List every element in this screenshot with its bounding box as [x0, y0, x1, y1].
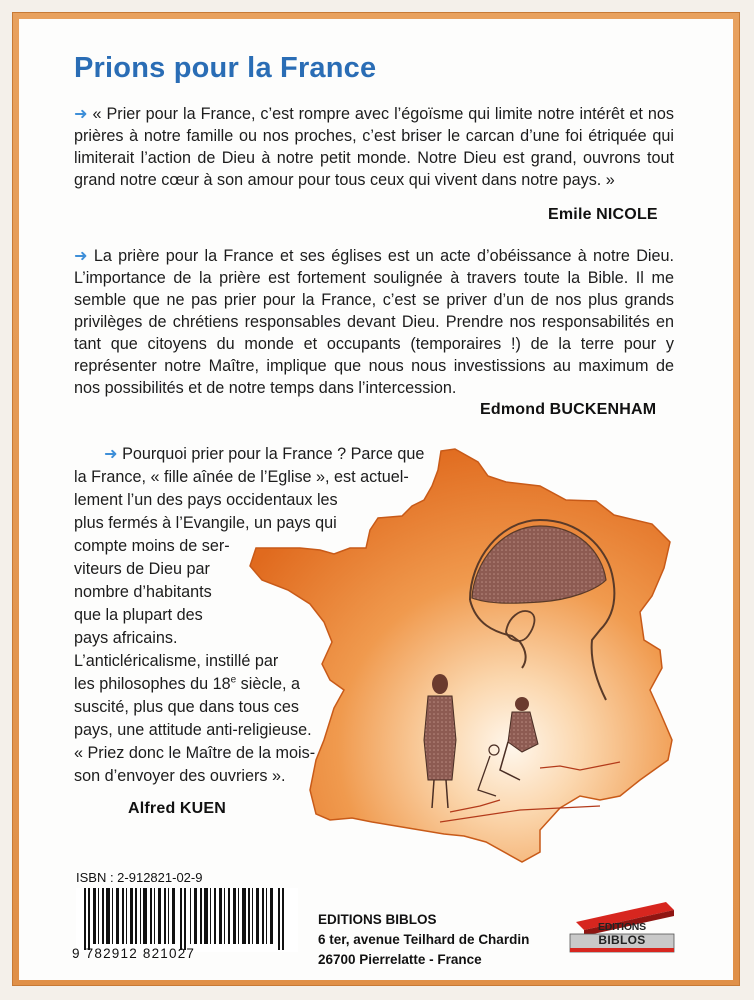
- quote-2-author: Edmond BUCKENHAM: [480, 401, 657, 418]
- arrow-right-icon: ➜: [74, 247, 88, 265]
- quote-1-text: « Prier pour la France, c’est rompre avec l’égoïsme qui limite notre intérêt et nos prières à notre famille ou nos proches, c’est briser le carcan d’une foi étriquée qui limiterait l’action de Dieu à notre petit monde. Notre Dieu est grand, ouvrons tout grand notre cœur à son amour pour tous ceux qui vivent dans notre pays. »: [74, 105, 674, 189]
- quote-3-author: Alfred KUEN: [128, 800, 227, 817]
- barcode: [76, 888, 298, 952]
- logo-text-editions: EDITIONS: [598, 921, 646, 933]
- publisher-city: 26700 Pierrelatte - France: [318, 952, 482, 967]
- publisher-street: 6 ter, avenue Teilhard de Chardin: [318, 932, 530, 947]
- arrow-right-icon: ➜: [74, 105, 88, 123]
- page-title: Prions pour la France: [74, 52, 377, 84]
- barcode-number: 9 782912 821027: [72, 946, 196, 961]
- arrow-right-icon: ➜: [104, 445, 118, 463]
- quote-1-author: Emile NICOLE: [548, 206, 658, 223]
- quote-2-text: La prière pour la France et ses églises est un acte d’obéissance à notre Dieu. L’importance de la prière est fortement soulignée à travers toute la Bible. Il me semble que ne pas prier pour la France, c’est se priver d’un de nos plus grands privilèges de chrétiens responsables devant Dieu. Prendre nos responsabilités en tant que citoyens du monde et occupants (temporaires !) de la terre pour y représenter notre Maître, implique que nous nous investissions au maximum de nos possibilités et de notre temps dans l’intercession.: [74, 247, 674, 397]
- logo-text-biblos: BIBLOS: [598, 933, 646, 947]
- isbn-label: ISBN : 2-912821-02-9: [76, 870, 203, 885]
- publisher-name: EDITIONS BIBLOS: [318, 912, 437, 927]
